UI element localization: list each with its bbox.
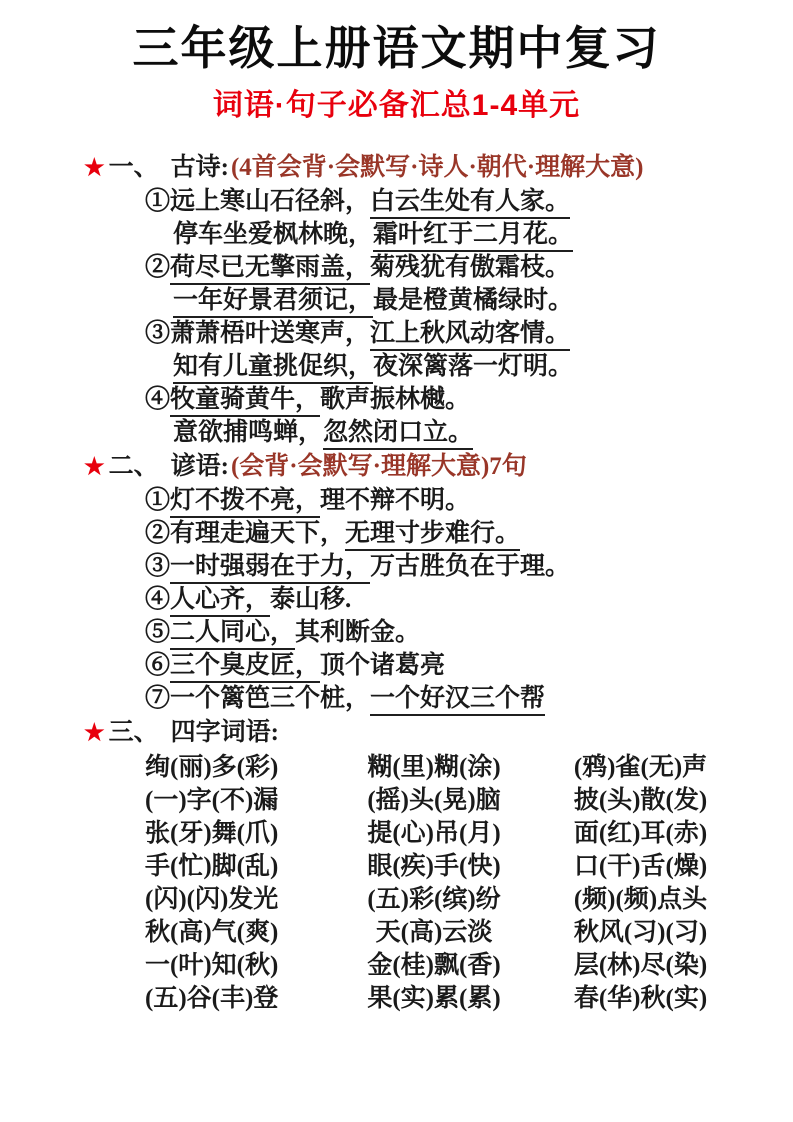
section-number: 三、	[108, 719, 159, 746]
phrase: 停车坐爱枫林晚，	[173, 221, 374, 248]
text-line	[0, 484, 793, 517]
text-line	[0, 416, 793, 449]
phrase: ②	[145, 254, 171, 281]
word-item: 果(实)累(累)	[367, 985, 501, 1012]
section-four-character-words	[0, 715, 793, 1015]
word-item: (鸦)雀(无)声	[573, 754, 708, 781]
phrase: ①远上寒山石径斜，	[145, 188, 371, 215]
underlined-phrase: 人心齐，	[170, 586, 270, 617]
word-item: 绚(丽)多(彩)	[145, 754, 279, 781]
word-item: (五)谷(丰)登	[145, 985, 279, 1012]
phrase: 顶个诸葛亮	[320, 652, 446, 679]
section-annotation: (会背·会默写·理解大意)	[230, 453, 490, 480]
phrase: 万古胜负在于理。	[370, 553, 571, 580]
text-line	[0, 550, 793, 583]
underlined-phrase: 江上秋风动客情。	[370, 320, 570, 351]
word-item: 手(忙)脚(乱)	[145, 853, 279, 880]
underlined-phrase: 二人同心，	[170, 619, 295, 650]
word-item: 春(华)秋(实)	[573, 985, 708, 1012]
word-item: (频)(频)点头	[573, 886, 708, 913]
word-item: 层(林)尽(染)	[573, 952, 708, 979]
word-item: 一(叶)知(秋)	[145, 952, 279, 979]
section-title: 古诗:	[170, 154, 229, 181]
phrase: 理不辩不明。	[320, 487, 471, 514]
text-line	[0, 350, 793, 383]
text-line	[0, 218, 793, 251]
phrase: ④	[145, 386, 171, 413]
word-item: 眼(疾)手(快)	[367, 853, 501, 880]
phrase: 意欲捕鸣蝉，	[173, 419, 324, 446]
text-line	[0, 517, 793, 550]
underlined-phrase: 牧童骑黄牛，	[170, 386, 320, 417]
word-item: 天(高)云淡	[375, 919, 493, 946]
word-item: 张(牙)舞(爪)	[145, 820, 279, 847]
phrase: ③萧萧梧叶送寒声，	[145, 320, 371, 347]
phrase: 其利断金。	[295, 619, 421, 646]
section-proverbs	[0, 449, 793, 715]
word-item: 提(心)吊(月)	[367, 820, 501, 847]
phrase: ⑥	[145, 652, 171, 679]
section-header-four-character-words	[0, 715, 793, 750]
word-grid	[145, 751, 793, 1015]
word-item: 糊(里)糊(涂)	[367, 754, 501, 781]
underlined-phrase: 忽然闭口立。	[323, 419, 473, 450]
star-icon: ★	[84, 720, 105, 745]
underlined-phrase: 一年好景君须记，	[173, 287, 373, 318]
section-header-proverbs	[0, 449, 793, 484]
word-item: (闪)(闪)发光	[145, 886, 279, 913]
star-icon: ★	[84, 155, 105, 180]
text-line	[0, 383, 793, 416]
underlined-phrase: 荷尽已无擎雨盖，	[170, 254, 370, 285]
underlined-phrase: 一时强弱在于力，	[170, 553, 370, 584]
underlined-phrase: 白云生处有人家。	[370, 188, 570, 219]
sections-container	[0, 150, 793, 1015]
word-item: 口(干)舌(燥)	[573, 853, 708, 880]
text-line	[0, 583, 793, 616]
phrase: ②有理走遍天下，	[145, 520, 346, 547]
section-number: 一、	[108, 154, 159, 181]
text-line	[0, 251, 793, 284]
underlined-phrase: 灯不拨不亮，	[170, 487, 320, 518]
phrase: ④	[145, 586, 171, 613]
phrase: 菊残犹有傲霜枝。	[370, 254, 571, 281]
text-line	[0, 284, 793, 317]
text-line	[0, 682, 793, 715]
phrase: 泰山移.	[270, 586, 352, 613]
underlined-phrase: 霜叶红于二月花。	[373, 221, 573, 252]
phrase: ⑤	[145, 619, 171, 646]
word-item: 面(红)耳(赤)	[573, 820, 708, 847]
section-header-ancient-poems	[0, 150, 793, 185]
word-item: 披(头)散(发)	[573, 787, 708, 814]
underlined-phrase: 一个好汉三个帮	[370, 685, 545, 716]
text-line	[0, 616, 793, 649]
word-item: (五)彩(缤)纷	[367, 886, 501, 913]
word-item: 秋风(习)(习)	[573, 919, 708, 946]
section-annotation: (4首会背·会默写·诗人·朝代·理解大意)	[230, 154, 644, 181]
text-line	[0, 317, 793, 350]
text-line	[0, 649, 793, 682]
underlined-phrase: 无理寸步难行。	[345, 520, 520, 551]
section-title: 四字词语:	[170, 719, 279, 746]
word-item: 秋(高)气(爽)	[145, 919, 279, 946]
section-title: 谚语:	[170, 453, 229, 480]
phrase: 最是橙黄橘绿时。	[373, 287, 574, 314]
page-subtitle: 词语·句子必备汇总1-4单元	[212, 89, 581, 122]
page-title: 三年级上册语文期中复习	[132, 22, 661, 74]
phrase: ③	[145, 553, 171, 580]
phrase: 夜深篱落一灯明。	[373, 353, 574, 380]
phrase: 歌声振林樾。	[320, 386, 471, 413]
underlined-phrase: 知有儿童挑促织，	[173, 353, 373, 384]
star-icon: ★	[84, 454, 105, 479]
section-ancient-poems	[0, 150, 793, 449]
underlined-phrase: 三个臭皮匠，	[170, 652, 320, 683]
section-number: 二、	[108, 453, 159, 480]
word-item: (一)字(不)漏	[145, 787, 279, 814]
section-suffix: 7句	[489, 453, 527, 480]
word-item: 金(桂)飘(香)	[367, 952, 501, 979]
phrase: ⑦一个篱笆三个桩，	[145, 685, 371, 712]
phrase: ①	[145, 487, 171, 514]
text-line	[0, 185, 793, 218]
word-item: (摇)头(晃)脑	[367, 787, 501, 814]
